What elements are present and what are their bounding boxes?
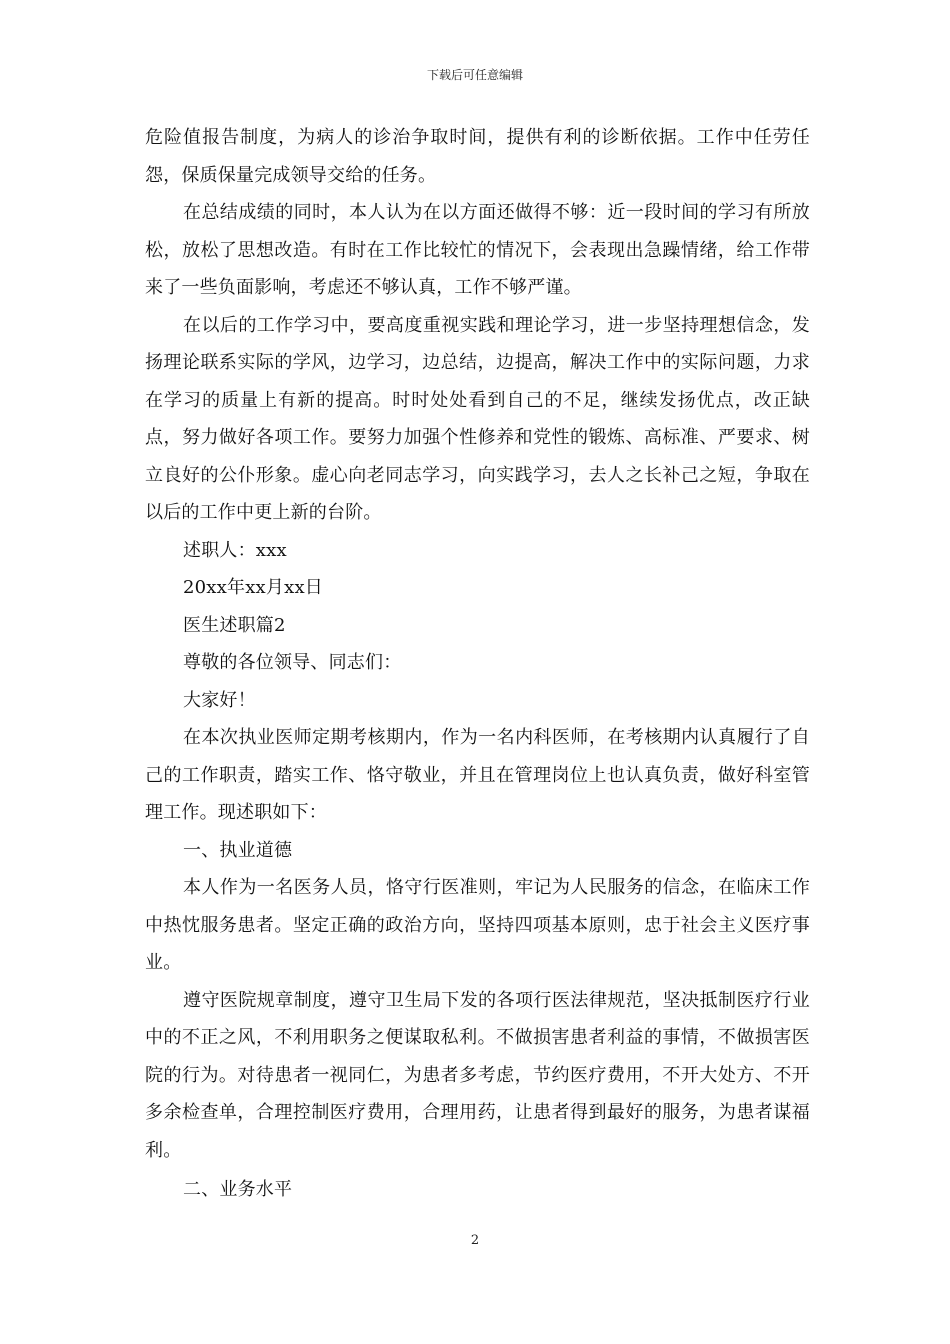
section-heading: 二、业务水平 — [183, 1179, 293, 1200]
paragraph: 本人作为一名医务人员，恪守行医准则，牢记为人民服务的信念，在临床工作中热忱服务患者。坚定正确的政治方向，坚持四项基本原则，忠于社会主义医疗事业。 — [145, 877, 810, 973]
paragraph: 遵守医院规章制度，遵守卫生局下发的各项行医法律规范，坚决抵制医疗行业中的不正之风，不利用职务之便谋取私利。不做损害患者利益的事情，不做损害医院的行为。对待患者一视同仁，为患者多考虑，节约医疗费用，不开大处方、不开多余检查单，合理控制医疗费用，合理用药，让患者得到最好的服务，为患者谋福利。 — [145, 989, 810, 1161]
paragraph: 危险值报告制度，为病人的诊治争取时间，提供有利的诊断依据。工作中任劳任怨，保质保量完成领导交给的任务。 — [145, 127, 810, 186]
page-number: 2 — [470, 1233, 480, 1248]
paragraph: 在本次执业医师定期考核期内，作为一名内科医师，在考核期内认真履行了自己的工作职责，踏实工作、恪守敬业，并且在管理岗位上也认真负责，做好科室管理工作。现述职如下： — [145, 727, 810, 823]
signature-line: 述职人：xxx — [183, 539, 287, 561]
salutation: 尊敬的各位领导、同志们： — [183, 652, 402, 673]
document-body — [145, 119, 810, 1209]
section-title: 医生述职篇2 — [183, 614, 286, 636]
page-header: 下载后可任意编辑 — [426, 68, 523, 82]
paragraph: 在以后的工作学习中，要高度重视实践和理论学习，进一步坚持理想信念，发扬理论联系实际的学风，边学习，边总结，边提高，解决工作中的实际问题，力求在学习的质量上有新的提高。时时处处看到自己的不足，继续发扬优点，改正缺点，努力做好各项工作。要努力加强个性修养和党性的锻炼、高标准、严要求、树立良好的公仆形象。虚心向老同志学习，向实践学习，去人之长补己之短，争取在以后的工作中更上新的台阶。 — [145, 314, 810, 523]
date-line: 20xx年xx月xx日 — [183, 577, 324, 598]
paragraph: 在总结成绩的同时，本人认为在以方面还做得不够：近一段时间的学习有所放松，放松了思想改造。有时在工作比较忙的情况下，会表现出急躁情绪，给工作带来了一些负面影响，考虑还不够认真，工作不够严谨。 — [145, 202, 810, 298]
section-heading: 一、执业道德 — [183, 839, 293, 861]
greeting: 大家好！ — [183, 689, 256, 711]
